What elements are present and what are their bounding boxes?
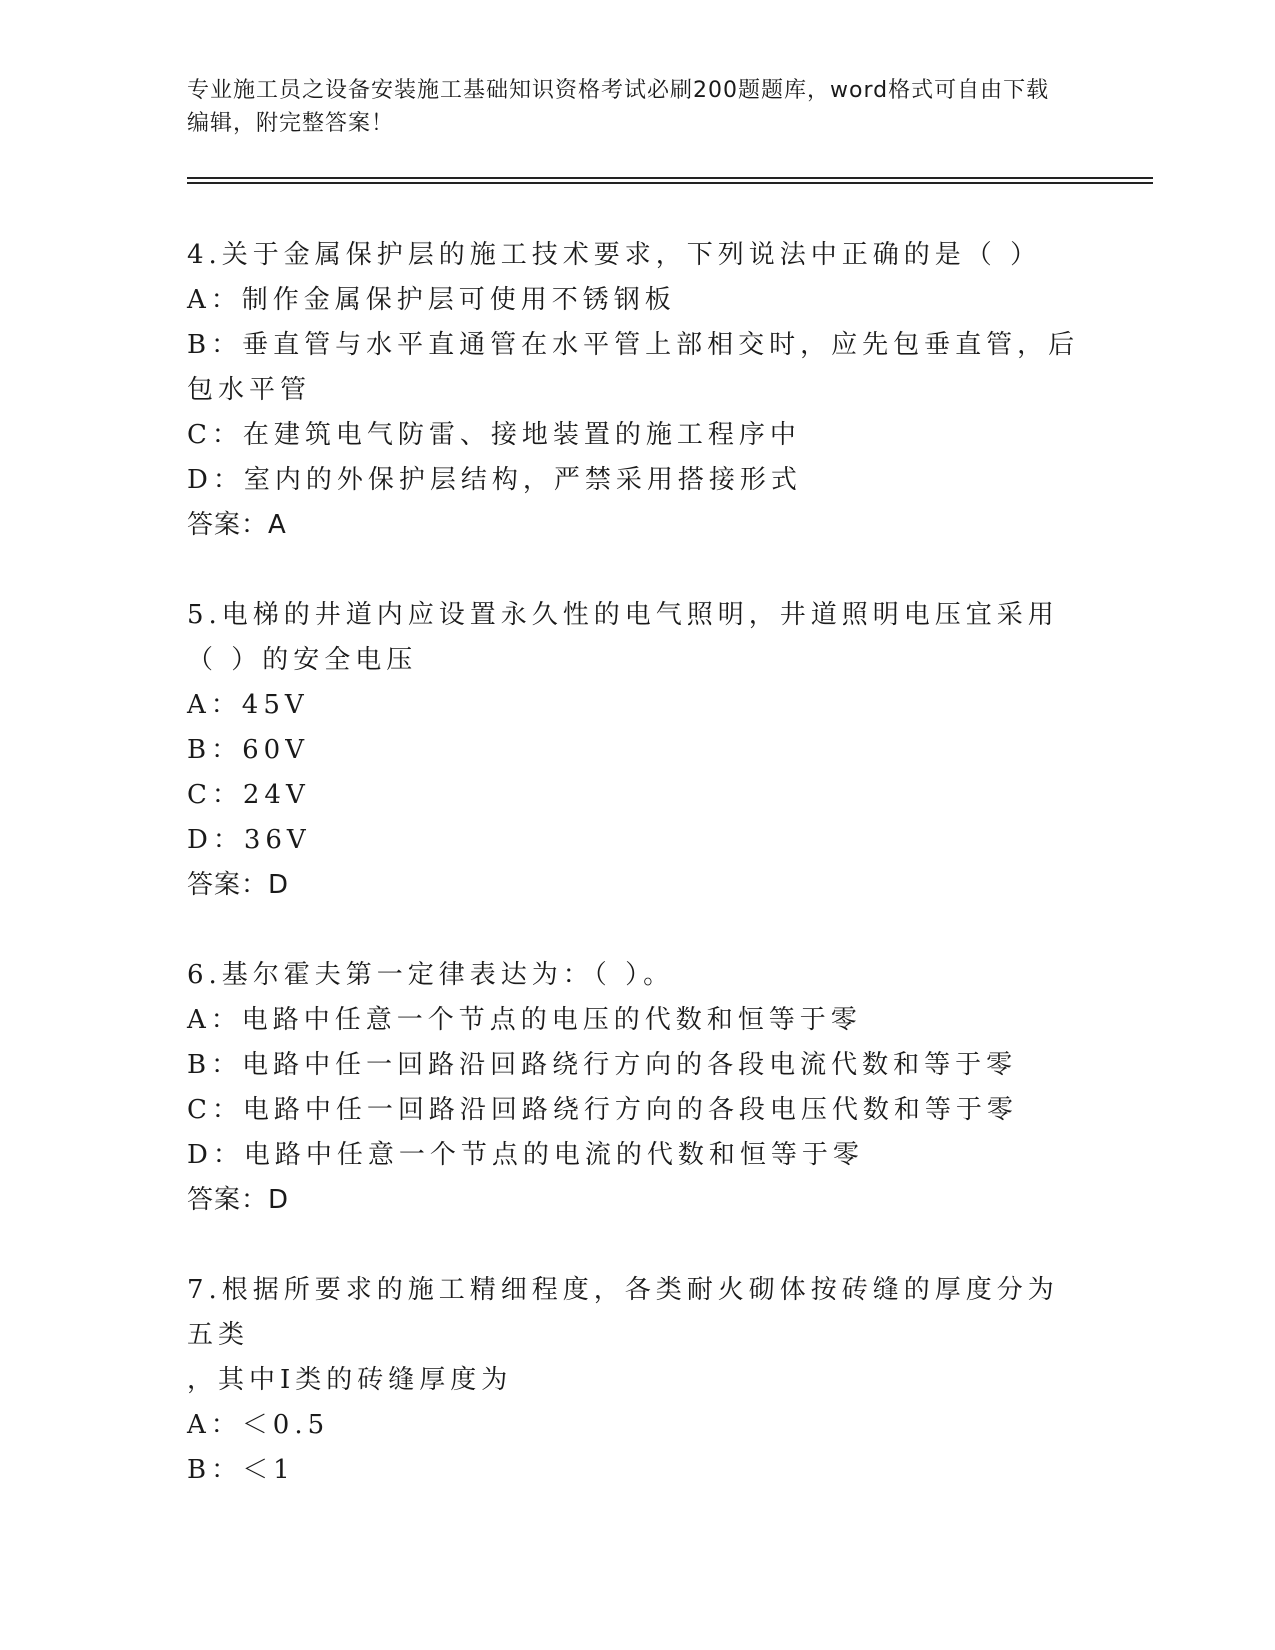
option-b: B：垂直管与水平直通管在水平管上部相交时，应先包垂直管，后包水平管 (187, 330, 1080, 405)
header-divider-bottom (187, 182, 1153, 184)
document-header: 专业施工员之设备安装施工基础知识资格考试必刷200题题库，word格式可自由下载编辑，附完整答案！ (187, 78, 1050, 136)
question-list (187, 233, 1087, 1538)
question-stem-continued: ，其中Ⅰ类的砖缝厚度为 (187, 1365, 513, 1395)
question-stem: 5.电梯的井道内应设置永久性的电气照明，井道照明电压宜采用（ ）的安全电压 (187, 600, 1059, 675)
question-4 (187, 233, 1087, 548)
question-stem: 6.基尔霍夫第一定律表达为：（ ）。 (187, 960, 675, 990)
option-b: B：＜1 (187, 1455, 295, 1485)
question-6 (187, 953, 1087, 1223)
option-c: C：24V (187, 780, 310, 810)
option-b: B：电路中任一回路沿回路绕行方向的各段电流代数和等于零 (187, 1050, 1018, 1080)
option-c: C：电路中任一回路沿回路绕行方向的各段电压代数和等于零 (187, 1095, 1018, 1125)
answer-label: 答案：D (187, 870, 290, 900)
question-stem: 7.根据所要求的施工精细程度，各类耐火砌体按砖缝的厚度分为五类 (187, 1275, 1059, 1350)
option-a: A：制作金属保护层可使用不锈钢板 (187, 285, 676, 315)
answer-label: 答案：D (187, 1185, 290, 1215)
option-b: B：60V (187, 735, 309, 765)
header-divider-top (187, 177, 1153, 179)
option-d: D：电路中任意一个节点的电流的代数和恒等于零 (187, 1140, 864, 1170)
option-d: D：36V (187, 825, 311, 855)
option-a: A：45V (187, 690, 309, 720)
question-stem: 4.关于金属保护层的施工技术要求，下列说法中正确的是（ ） (187, 240, 1042, 270)
option-c: C：在建筑电气防雷、接地装置的施工程序中 (187, 420, 801, 450)
option-a: A：电路中任意一个节点的电压的代数和恒等于零 (187, 1005, 862, 1035)
option-a: A：＜0.5 (187, 1410, 330, 1440)
question-7 (187, 1268, 1087, 1493)
question-5 (187, 593, 1087, 908)
option-d: D：室内的外保护层结构，严禁采用搭接形式 (187, 465, 802, 495)
answer-label: 答案：A (187, 510, 287, 540)
